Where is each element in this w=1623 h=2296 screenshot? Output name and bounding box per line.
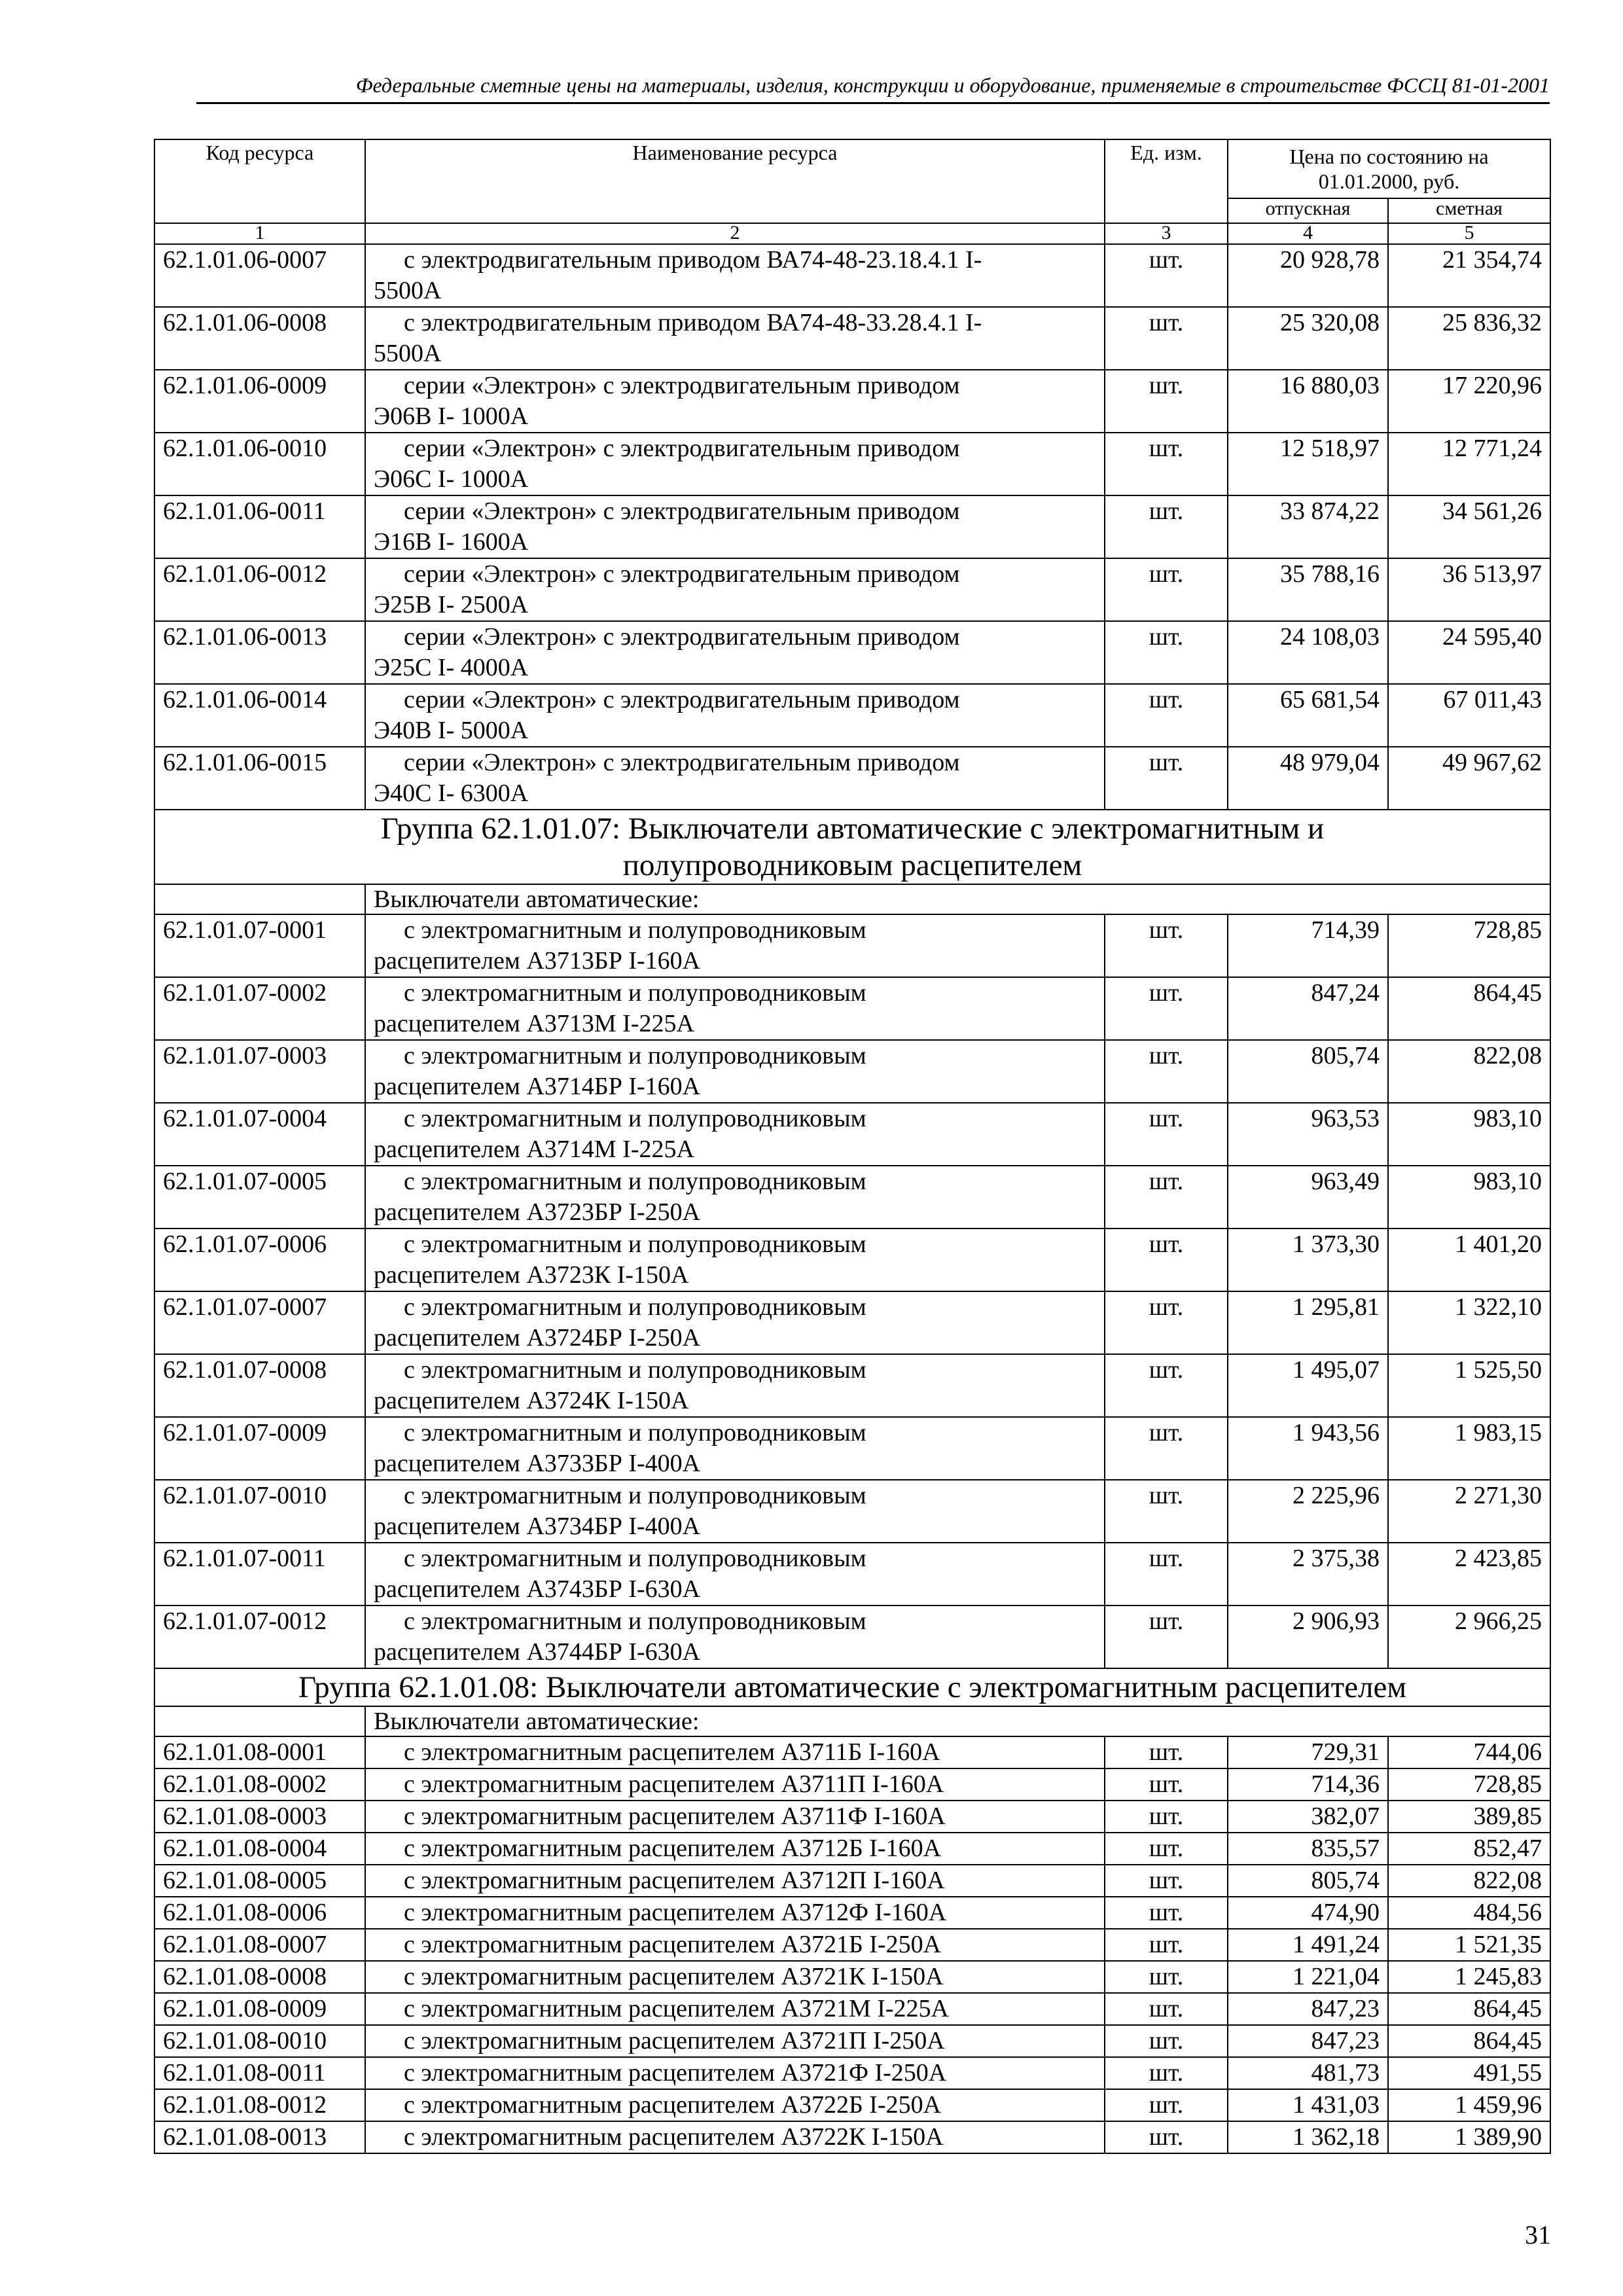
release-price: 481,73 [1228,2057,1388,2089]
resource-name-line2: расцепителем А3724БР I-250А [374,1324,701,1352]
table-row [154,307,1550,370]
resource-code: 62.1.01.06-0009 [154,370,365,433]
release-price: 805,74 [1228,1865,1388,1897]
release-price: 1 491,24 [1228,1929,1388,1961]
group-07-title-line2: полупроводниковым расцепителем [622,848,1082,882]
unit-of-measure: шт. [1105,621,1228,684]
release-price: 2 906,93 [1228,1605,1388,1668]
resource-name-line1: серии «Электрон» с электродвигательным приводом [404,560,960,588]
column-number: 2 [365,223,1105,244]
resource-name [365,2089,1105,2121]
resource-name [365,1040,1105,1103]
unit-of-measure: шт. [1105,2089,1228,2121]
unit-of-measure: шт. [1105,558,1228,621]
resource-name-line1: с электромагнитным и полупроводниковым [404,1230,866,1258]
estimate-price: 34 561,26 [1388,495,1550,558]
estimate-price: 24 595,40 [1388,621,1550,684]
table-row [154,1736,1550,1768]
estimate-price: 728,85 [1388,914,1550,977]
group-08-header-row [154,1668,1550,1706]
unit-of-measure: шт. [1105,1897,1228,1929]
unit-of-measure: шт. [1105,684,1228,747]
group-08-subheader-row [154,1706,1550,1736]
estimate-price: 21 354,74 [1388,244,1550,307]
resource-code: 62.1.01.06-0012 [154,558,365,621]
resource-code: 62.1.01.07-0008 [154,1354,365,1417]
resource-code: 62.1.01.07-0012 [154,1605,365,1668]
release-price: 1 221,04 [1228,1961,1388,1993]
resource-name [365,2057,1105,2089]
resource-name-line1: с электромагнитным и полупроводниковым [404,1545,866,1572]
resource-name [365,1291,1105,1354]
unit-of-measure: шт. [1105,747,1228,810]
unit-of-measure: шт. [1105,1166,1228,1229]
resource-code: 62.1.01.08-0010 [154,2025,365,2057]
resource-name-text: с электромагнитным расцепителем А3721К I-150А [404,1963,944,1990]
estimate-price: 1 459,96 [1388,2089,1550,2121]
resource-name [365,977,1105,1040]
resource-name-line2: расцепителем А3734БР I-400А [374,1513,701,1540]
resource-name [365,1897,1105,1929]
resource-name-line2: Э16В I- 1600А [374,528,529,556]
resource-name-text: с электромагнитным расцепителем А3712Б I-160А [404,1835,942,1862]
release-price: 835,57 [1228,1833,1388,1865]
resource-code: 62.1.01.08-0013 [154,2121,365,2153]
table-row [154,1103,1550,1166]
table-header [154,139,1550,244]
estimate-price: 17 220,96 [1388,370,1550,433]
release-price: 24 108,03 [1228,621,1388,684]
release-price: 20 928,78 [1228,244,1388,307]
resource-name-text: с электромагнитным расцепителем А3712Ф I-160А [404,1899,947,1926]
release-price: 382,07 [1228,1801,1388,1833]
table-row [154,1961,1550,1993]
estimate-price: 1 525,50 [1388,1354,1550,1417]
estimate-price: 822,08 [1388,1040,1550,1103]
resource-name-line2: расцепителем А3714М I-225А [374,1136,694,1163]
resource-name-line1: серии «Электрон» с электродвигательным приводом [404,435,960,462]
resource-name [365,433,1105,495]
release-price: 35 788,16 [1228,558,1388,621]
estimate-price: 728,85 [1388,1768,1550,1801]
unit-of-measure: шт. [1105,1605,1228,1668]
estimate-price: 983,10 [1388,1166,1550,1229]
estimate-price: 1 322,10 [1388,1291,1550,1354]
resource-code: 62.1.01.08-0006 [154,1897,365,1929]
resource-name [365,747,1105,810]
unit-of-measure: шт. [1105,914,1228,977]
table-row [154,370,1550,433]
resource-name-line1: с электромагнитным и полупроводниковым [404,979,866,1007]
column-header-name: Наименование ресурса [365,139,1105,223]
table-row [154,2057,1550,2089]
estimate-price: 12 771,24 [1388,433,1550,495]
resource-name [365,307,1105,370]
resource-code: 62.1.01.06-0007 [154,244,365,307]
estimate-price: 1 983,15 [1388,1417,1550,1480]
unit-of-measure: шт. [1105,1543,1228,1605]
resource-name-text: с электромагнитным расцепителем А3721Б I-250А [404,1931,942,1958]
estimate-price: 2 423,85 [1388,1543,1550,1605]
resource-name-line2: расцепителем А3714БР I-160А [374,1073,701,1100]
estimate-price: 864,45 [1388,1993,1550,2025]
resource-name-text: с электромагнитным расцепителем А3722Б I-250А [404,2091,942,2119]
release-price: 1 373,30 [1228,1229,1388,1291]
unit-of-measure: шт. [1105,2057,1228,2089]
table-body [154,244,1550,2153]
release-price: 847,23 [1228,1993,1388,2025]
table-row [154,747,1550,810]
release-price: 48 979,04 [1228,747,1388,810]
resource-name-text: с электромагнитным расцепителем А3712П I-160А [404,1867,945,1894]
resource-name-line2: Э25С I- 4000А [374,654,529,681]
resource-name-text: с электромагнитным расцепителем А3711П I-160А [404,1770,944,1798]
resource-name [365,1354,1105,1417]
resource-name [365,1229,1105,1291]
release-price: 2 225,96 [1228,1480,1388,1543]
resource-name-line2: Э40В I- 5000А [374,717,529,744]
unit-of-measure: шт. [1105,2121,1228,2153]
estimate-price: 983,10 [1388,1103,1550,1166]
resource-code: 62.1.01.07-0005 [154,1166,365,1229]
resource-code: 62.1.01.06-0014 [154,684,365,747]
estimate-price: 1 521,35 [1388,1929,1550,1961]
resource-name-line1: с электродвигательным приводом ВА74-48-23.18.4.1 I- [404,246,982,274]
resource-name-line1: с электромагнитным и полупроводниковым [404,916,866,944]
unit-of-measure: шт. [1105,1993,1228,2025]
unit-of-measure: шт. [1105,433,1228,495]
unit-of-measure: шт. [1105,1354,1228,1417]
column-number: 1 [154,223,365,244]
column-number: 3 [1105,223,1228,244]
release-price: 1 495,07 [1228,1354,1388,1417]
estimate-price: 1 389,90 [1388,2121,1550,2153]
resource-name [365,1833,1105,1865]
resource-name [365,1768,1105,1801]
resource-name [365,1103,1105,1166]
group-08-subheader: Выключатели автоматические: [365,1706,1550,1736]
table-row [154,495,1550,558]
resource-name [365,495,1105,558]
release-price: 963,49 [1228,1166,1388,1229]
resource-name-line2: расцепителем А3723БР I-250А [374,1198,701,1226]
estimate-price: 484,56 [1388,1897,1550,1929]
resource-code: 62.1.01.08-0001 [154,1736,365,1768]
resource-name-text: с электромагнитным расцепителем А3711Ф I-160А [404,1803,946,1830]
resource-name [365,370,1105,433]
estimate-price: 1 245,83 [1388,1961,1550,1993]
resource-name-line1: серии «Электрон» с электродвигательным приводом [404,749,960,776]
resource-name-line1: с электромагнитным и полупроводниковым [404,1105,866,1132]
release-price: 963,53 [1228,1103,1388,1166]
column-header-price: Цена по состоянию на 01.01.2000, руб. [1228,139,1550,198]
unit-of-measure: шт. [1105,1833,1228,1865]
release-price: 1 943,56 [1228,1417,1388,1480]
resource-name [365,1605,1105,1668]
release-price: 25 320,08 [1228,307,1388,370]
resource-name-text: с электромагнитным расцепителем А3721П I-250А [404,2027,945,2054]
release-price: 847,23 [1228,2025,1388,2057]
resource-name-text: с электромагнитным расцепителем А3711Б I-160А [404,1738,940,1766]
resource-code: 62.1.01.08-0007 [154,1929,365,1961]
estimate-price: 36 513,97 [1388,558,1550,621]
resource-name [365,244,1105,307]
estimate-price: 1 401,20 [1388,1229,1550,1291]
release-price: 16 880,03 [1228,370,1388,433]
resource-name-line1: с электромагнитным и полупроводниковым [404,1042,866,1069]
unit-of-measure: шт. [1105,1040,1228,1103]
estimate-price: 491,55 [1388,2057,1550,2089]
resource-code: 62.1.01.07-0003 [154,1040,365,1103]
unit-of-measure: шт. [1105,244,1228,307]
resource-name-line1: серии «Электрон» с электродвигательным приводом [404,686,960,713]
table-row [154,558,1550,621]
resource-name-line1: с электромагнитным и полупроводниковым [404,1293,866,1321]
resource-name [365,2025,1105,2057]
unit-of-measure: шт. [1105,1417,1228,1480]
estimate-price: 389,85 [1388,1801,1550,1833]
column-header-release-price: отпускная [1228,198,1388,223]
resource-name-line2: расцепителем А3744БР I-630А [374,1638,701,1666]
unit-of-measure: шт. [1105,1768,1228,1801]
table-row [154,621,1550,684]
table-row [154,977,1550,1040]
release-price: 1 431,03 [1228,2089,1388,2121]
resource-name-line1: с электромагнитным и полупроводниковым [404,1607,866,1635]
resource-name [365,558,1105,621]
release-price: 1 362,18 [1228,2121,1388,2153]
resource-name-line1: с электромагнитным и полупроводниковым [404,1482,866,1509]
resource-code: 62.1.01.08-0011 [154,2057,365,2089]
release-price: 33 874,22 [1228,495,1388,558]
table-row [154,1354,1550,1417]
release-price: 805,74 [1228,1040,1388,1103]
resource-code: 62.1.01.08-0008 [154,1961,365,1993]
resource-code: 62.1.01.07-0002 [154,977,365,1040]
table-row [154,1417,1550,1480]
group-07-subheader-row [154,884,1550,914]
table-row [154,1993,1550,2025]
table-row [154,1833,1550,1865]
resource-name-line1: серии «Электрон» с электродвигательным приводом [404,497,960,525]
resource-code: 62.1.01.07-0006 [154,1229,365,1291]
resource-code: 62.1.01.08-0012 [154,2089,365,2121]
page-number: 31 [1525,2220,1551,2250]
resource-name [365,1993,1105,2025]
column-number: 5 [1388,223,1550,244]
release-price: 847,24 [1228,977,1388,1040]
resource-code: 62.1.01.07-0001 [154,914,365,977]
release-price: 729,31 [1228,1736,1388,1768]
resource-name [365,914,1105,977]
resource-code: 62.1.01.07-0007 [154,1291,365,1354]
resource-name-line1: с электродвигательным приводом ВА74-48-33.28.4.1 I- [404,309,982,336]
group-07-header-row [154,810,1550,884]
group-07-title-line1: Группа 62.1.01.07: Выключатели автоматические с электромагнитным и [380,812,1325,846]
resource-name-line2: расцепителем А3724К I-150А [374,1387,689,1414]
table-row [154,2121,1550,2153]
resource-name-line2: Э25В I- 2500А [374,591,529,619]
resource-name-text: с электромагнитным расцепителем А3722К I-150А [404,2123,944,2151]
release-price: 2 375,38 [1228,1543,1388,1605]
table-row [154,1166,1550,1229]
resource-name-text: с электромагнитным расцепителем А3721М I-225А [404,1995,949,2022]
unit-of-measure: шт. [1105,1929,1228,1961]
resource-code: 62.1.01.06-0011 [154,495,365,558]
column-header-unit: Ед. изм. [1105,139,1228,223]
release-price: 714,39 [1228,914,1388,977]
unit-of-measure: шт. [1105,1291,1228,1354]
resource-name-line2: расцепителем А3713БР I-160А [374,947,701,975]
resource-name-line2: расцепителем А3713М I-225А [374,1010,694,1037]
resource-name-line2: Э40С I- 6300А [374,780,529,807]
resource-name-line2: расцепителем А3723К I-150А [374,1261,689,1289]
resource-code: 62.1.01.07-0009 [154,1417,365,1480]
price-table [154,139,1551,2154]
estimate-price: 744,06 [1388,1736,1550,1768]
release-price: 474,90 [1228,1897,1388,1929]
unit-of-measure: шт. [1105,495,1228,558]
resource-name [365,1865,1105,1897]
release-price: 1 295,81 [1228,1291,1388,1354]
resource-name-line1: серии «Электрон» с электродвигательным приводом [404,623,960,651]
resource-code: 62.1.01.07-0011 [154,1543,365,1605]
unit-of-measure: шт. [1105,1736,1228,1768]
unit-of-measure: шт. [1105,1480,1228,1543]
group-07-title [154,810,1550,884]
resource-name [365,1543,1105,1605]
estimate-price: 864,45 [1388,2025,1550,2057]
column-number: 4 [1228,223,1388,244]
estimate-price: 67 011,43 [1388,684,1550,747]
table-row [154,1929,1550,1961]
table-row [154,1480,1550,1543]
resource-name [365,2121,1105,2153]
resource-name-text: с электромагнитным расцепителем А3721Ф I-250А [404,2059,947,2087]
resource-name-line2: 5500А [374,340,442,367]
unit-of-measure: шт. [1105,1103,1228,1166]
resource-name-line2: расцепителем А3743БР I-630А [374,1575,701,1603]
estimate-price: 822,08 [1388,1865,1550,1897]
resource-name [365,1801,1105,1833]
unit-of-measure: шт. [1105,1961,1228,1993]
estimate-price: 852,47 [1388,1833,1550,1865]
column-header-code: Код ресурса [154,139,365,223]
resource-code: 62.1.01.08-0005 [154,1865,365,1897]
resource-name-line2: расцепителем А3733БР I-400А [374,1450,701,1477]
release-price: 65 681,54 [1228,684,1388,747]
table-row [154,1229,1550,1291]
table-row [154,2025,1550,2057]
table-row [154,1040,1550,1103]
resource-name-line2: Э06С I- 1000А [374,465,529,493]
table-row [154,1768,1550,1801]
estimate-price: 49 967,62 [1388,747,1550,810]
group-07-subheader: Выключатели автоматические: [365,884,1550,914]
resource-name [365,1166,1105,1229]
unit-of-measure: шт. [1105,1801,1228,1833]
resource-code: 62.1.01.08-0002 [154,1768,365,1801]
estimate-price: 25 836,32 [1388,307,1550,370]
unit-of-measure: шт. [1105,2025,1228,2057]
resource-name [365,621,1105,684]
document-header: Федеральные сметные цены на материалы, изделия, конструкции и оборудование, применяемые в строительстве ФССЦ 81-01-2001 [196,72,1550,104]
table-row [154,1291,1550,1354]
table-row [154,433,1550,495]
resource-code: 62.1.01.06-0013 [154,621,365,684]
resource-name-line2: Э06В I- 1000А [374,403,529,430]
estimate-price: 2 271,30 [1388,1480,1550,1543]
resource-name [365,1736,1105,1768]
unit-of-measure: шт. [1105,1229,1228,1291]
table-row [154,1897,1550,1929]
resource-code: 62.1.01.08-0003 [154,1801,365,1833]
table-row [154,1801,1550,1833]
column-header-estimate-price: сметная [1388,198,1550,223]
unit-of-measure: шт. [1105,1865,1228,1897]
table-row [154,684,1550,747]
release-price: 12 518,97 [1228,433,1388,495]
resource-name-line2: 5500А [374,277,442,304]
resource-name [365,1417,1105,1480]
resource-name-line1: с электромагнитным и полупроводниковым [404,1419,866,1446]
estimate-price: 864,45 [1388,977,1550,1040]
release-price: 714,36 [1228,1768,1388,1801]
table-row [154,1543,1550,1605]
unit-of-measure: шт. [1105,370,1228,433]
table-row [154,1605,1550,1668]
resource-name-line1: с электромагнитным и полупроводниковым [404,1356,866,1384]
resource-code: 62.1.01.07-0010 [154,1480,365,1543]
group-08-title: Группа 62.1.01.08: Выключатели автоматические с электромагнитным расцепителем [154,1668,1550,1706]
table-row [154,2089,1550,2121]
resource-code: 62.1.01.07-0004 [154,1103,365,1166]
resource-code: 62.1.01.06-0008 [154,307,365,370]
resource-name [365,1929,1105,1961]
resource-name [365,684,1105,747]
table-row [154,914,1550,977]
resource-code: 62.1.01.06-0015 [154,747,365,810]
resource-name-line1: с электромагнитным и полупроводниковым [404,1168,866,1195]
resource-name [365,1480,1105,1543]
unit-of-measure: шт. [1105,977,1228,1040]
table-row [154,244,1550,307]
resource-code: 62.1.01.08-0004 [154,1833,365,1865]
resource-code: 62.1.01.06-0010 [154,433,365,495]
resource-name-line1: серии «Электрон» с электродвигательным приводом [404,372,960,399]
resource-code: 62.1.01.08-0009 [154,1993,365,2025]
estimate-price: 2 966,25 [1388,1605,1550,1668]
unit-of-measure: шт. [1105,307,1228,370]
resource-name [365,1961,1105,1993]
table-row [154,1865,1550,1897]
